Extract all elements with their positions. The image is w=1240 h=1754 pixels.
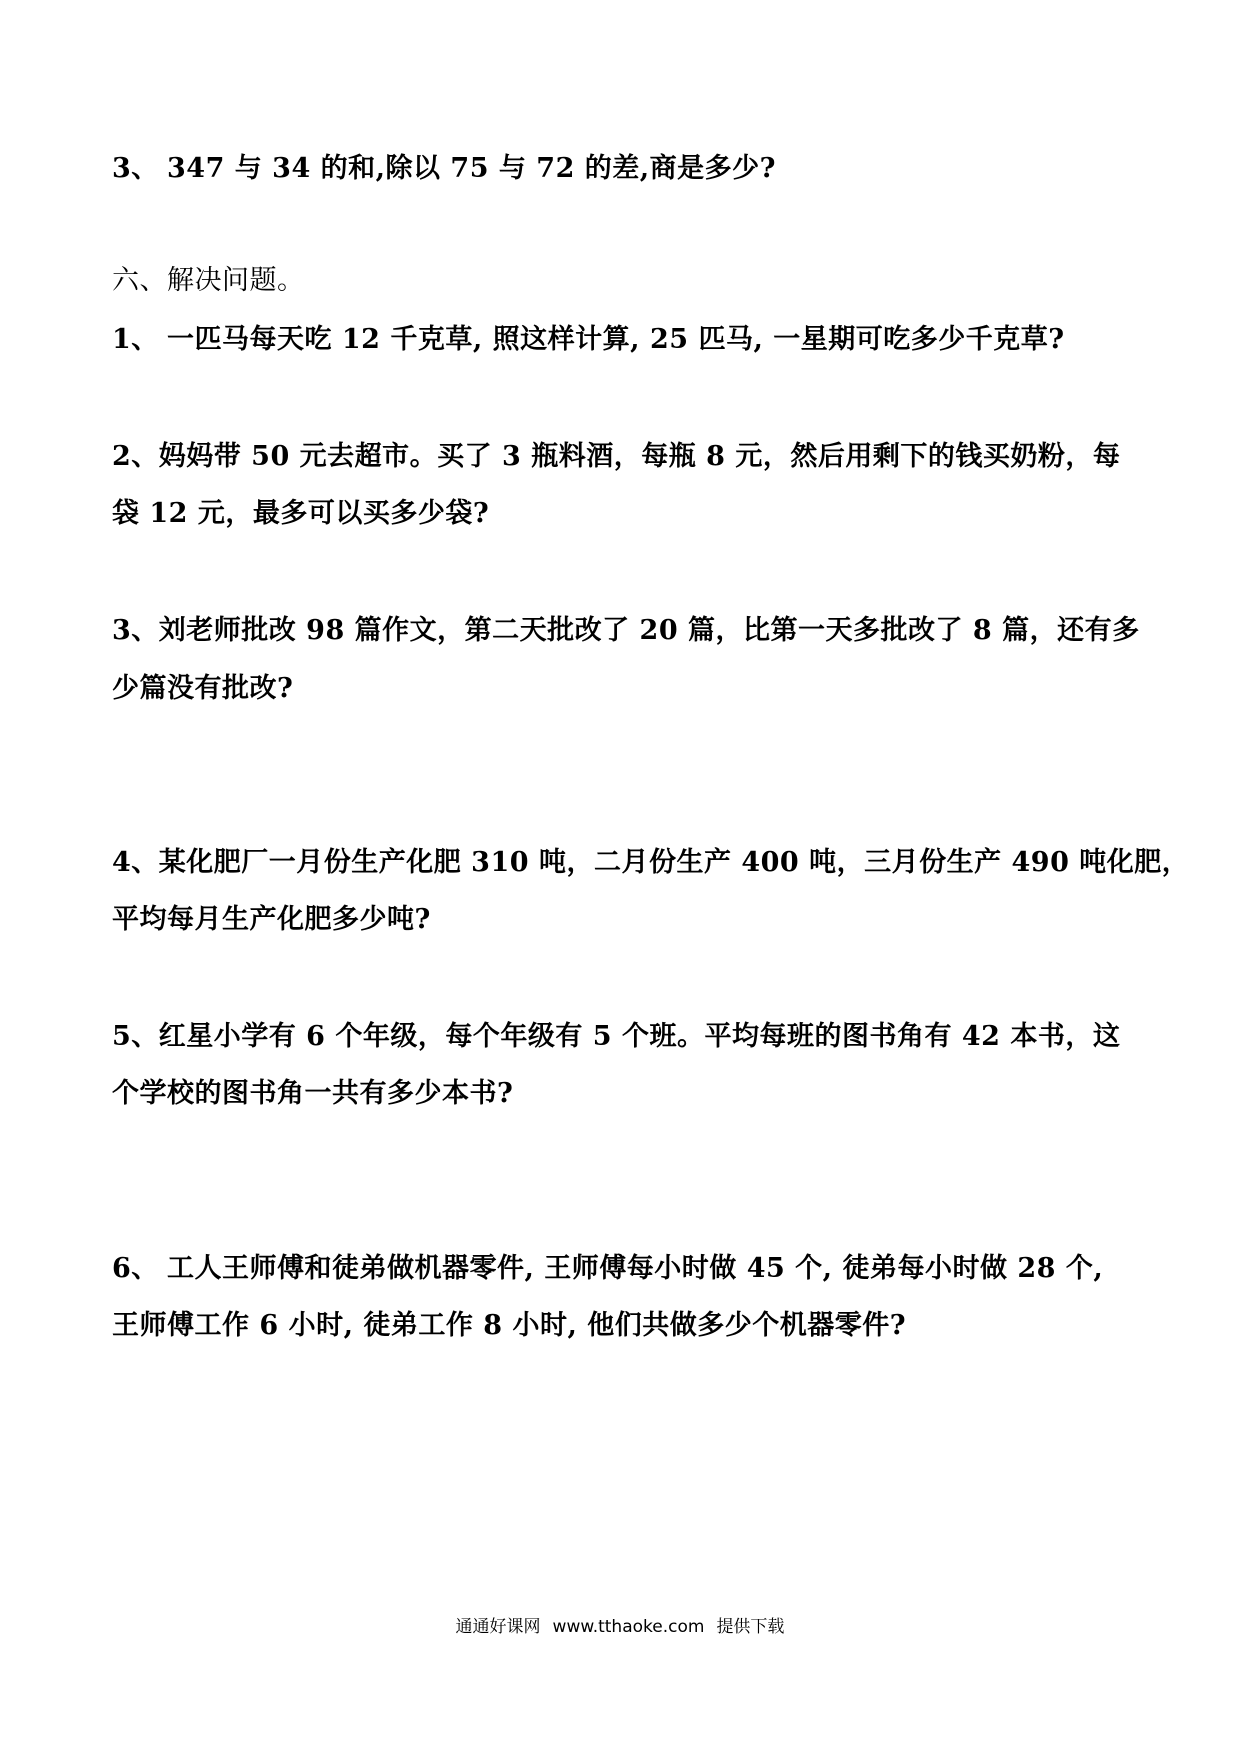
footer-url[interactable]: www.tthaoke.com — [552, 1617, 705, 1637]
question-number: 1、 — [112, 324, 159, 355]
question-5-3 — [112, 152, 776, 186]
question-6-2-line2: 袋 12 元，最多可以买多少袋? — [112, 498, 490, 529]
question-6-6-line1 — [112, 1252, 1103, 1286]
question-6-3-line1: 3、刘老师批改 98 篇作文，第二天批改了 20 篇，比第一天多批改了 8 篇，还有多 — [112, 615, 1140, 646]
footer-site-name: 通通好课网 — [455, 1617, 541, 1637]
question-6-5-line2: 个学校的图书角一共有多少本书? — [112, 1078, 514, 1109]
question-6-4-line2: 平均每月生产化肥多少吨? — [112, 904, 431, 935]
question-6-5-line1: 5、红星小学有 6 个年级，每个年级有 5 个班。平均每班的图书角有 42 本书，这 — [112, 1021, 1121, 1052]
question-text: 347 与 34 的和,除以 75 与 72 的差,商是多少? — [167, 153, 776, 184]
question-number: 6、 — [112, 1253, 159, 1284]
question-6-4-line1: 4、某化肥厂一月份生产化肥 310 吨，二月份生产 400 吨，三月份生产 490 吨化肥， — [112, 847, 1190, 878]
question-number: 3、 — [112, 153, 159, 184]
page-footer — [0, 1615, 1240, 1639]
question-text: 工人王师傅和徒弟做机器零件, 王师傅每小时做 45 个, 徒弟每小时做 28 个, — [167, 1253, 1104, 1284]
question-6-1 — [112, 323, 1065, 357]
question-6-3-line2: 少篇没有批改? — [112, 673, 294, 704]
question-6-2-line1: 2、妈妈带 50 元去超市。买了 3 瓶料酒，每瓶 8 元，然后用剩下的钱买奶粉，每 — [112, 441, 1121, 472]
footer-suffix: 提供下载 — [716, 1617, 785, 1637]
question-text: 一匹马每天吃 12 千克草, 照这样计算, 25 匹马, 一星期可吃多少千克草? — [167, 324, 1065, 355]
question-6-6-line2: 王师傅工作 6 小时, 徒弟工作 8 小时, 他们共做多少个机器零件? — [112, 1310, 907, 1341]
section-heading-6: 六、解决问题。 — [112, 265, 305, 296]
